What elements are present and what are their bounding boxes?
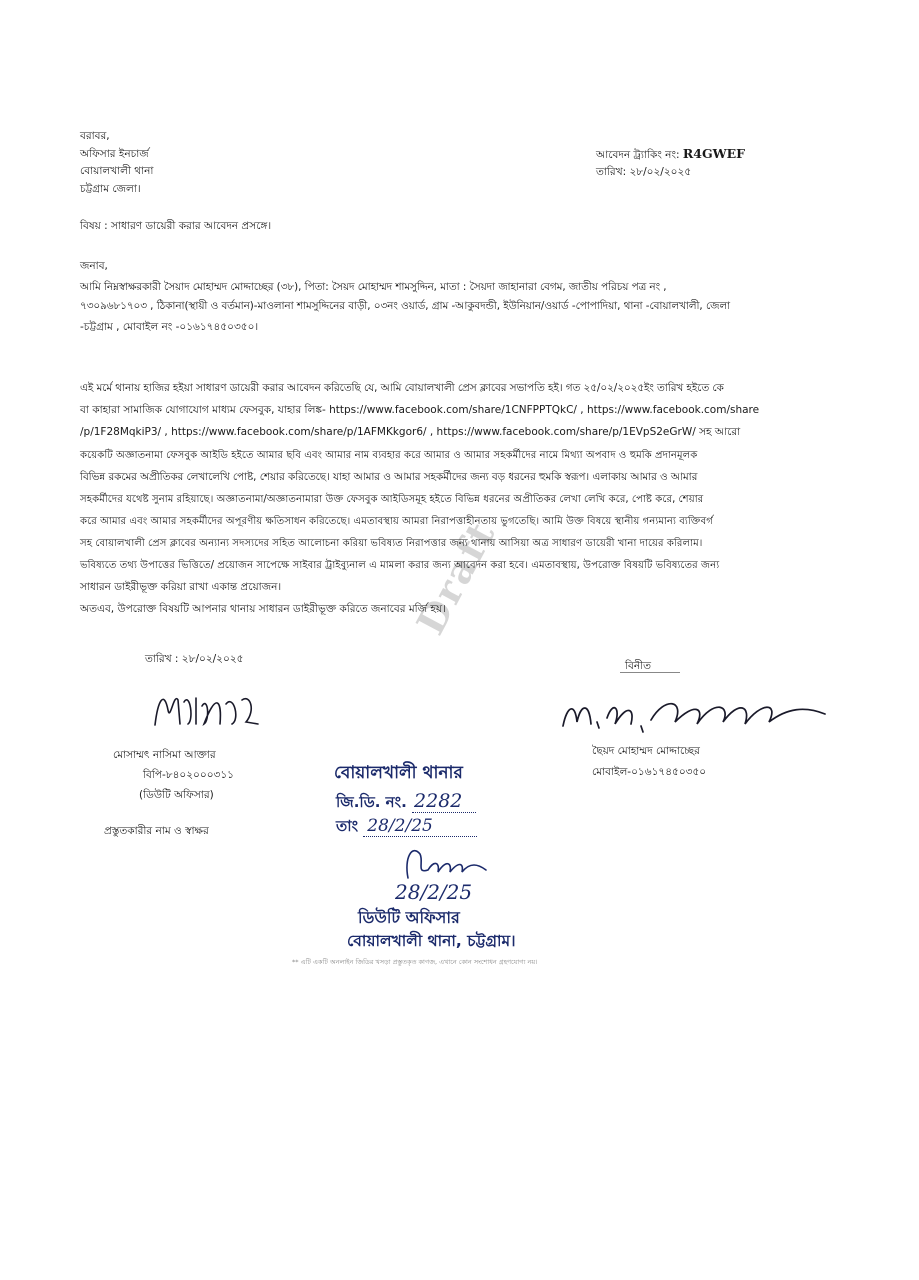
intro-line-3: -চট্টগ্রাম , মোবাইল নং -০১৬১৭৪৫০৩৫০। (80, 321, 259, 333)
divider (620, 672, 680, 673)
applicant-details (592, 741, 706, 783)
stamp-station: বোয়ালখালী থানা, চট্টগ্রাম। (347, 932, 516, 950)
stamp-date-value: 28/2/25 (363, 816, 477, 837)
stamp-date-label: তাং (336, 817, 359, 835)
stamp-gd-label: জি.ডি. নং. (336, 793, 407, 811)
applicant-signature (555, 688, 835, 738)
tracking-date: তারিখ: ২৮/০২/২০২৫ (596, 166, 692, 178)
salutation: জনাব, (80, 260, 108, 272)
body-line-9: ভবিষ্যতে তথ্য উপাত্তের ভিত্তিতে/ প্রয়োজন সাপেক্ষে সাইবার ট্রাইব্যুনাল এ মামলা করার জন্য আবেদন করা হবে। এমতাবস্থায়, উপরোক্ত বিষয়টি ভবিষ্যতের জন্য (80, 560, 720, 571)
intro-line-2: ৭৩০৯৬৮১৭০৩ , ঠিকানা(স্থায়ী ও বর্তমান)-মাওলানা শামসুদ্দিনের বাড়ী, ০৩নং ওয়ার্ড, গ্রাম -আকুবদন্ডী, ইউনিয়ান/ওয়ার্ড -পোপাদিয়া, থানা -বোয়ালখালী, জেলা (80, 300, 731, 312)
recipient-line-4: চট্টগ্রাম জেলা। (80, 182, 141, 195)
footer-note: ** এটি একটি অনলাইন জিডির খসড়া প্রস্তুতকৃত কাগজ, এখানে কোন সংশোধন গ্রহণযোগ্য নয়। (292, 958, 538, 966)
body-line-7: করে আমার এবং আমার সহকর্মীদের অপূরণীয় ক্ষতিসাধন করিতেছে। এমতাবস্থায় আমরা নিরাপত্তাহীনতায় ভুগতেছি। আমি উক্ত বিষয়ে স্থানীয় গন্যমান্য ব্যক্তিবর্গ (80, 516, 713, 527)
officer-bp: বিপি-৮৪০২০০০৩১১ (143, 769, 234, 781)
body-line-2: বা কাহারা সামাজিক যোগাযোগ মাধ্যম ফেসবুক, যাহার লিঙ্ক- https://www.facebook.com/share/1CNFPPTQkC/ , https://www.facebook.com/share (80, 404, 760, 416)
stamp-gd-row (336, 790, 476, 816)
tracking-block (596, 147, 745, 179)
stamp-handwritten-date: 28/2/25 (395, 880, 473, 904)
body-line-6: সহকর্মীদের যথেষ্ট সুনাম রহিয়াছে। অজ্ঞাতনামা/অজ্ঞাতনামারা উক্ত ফেসবুক আইডিসমূহ হইতে বিভিন্ন ধরনের অপ্রীতিকর লেখা লেখি করে, পোষ্ট করে, শেয়ার (80, 494, 704, 505)
body-line-5: বিভিন্ন রকমের অপ্রীতিকর লেখালেখি পোষ্ট, শেয়ার করিতেছে। যাহা আমার ও আমার সহকর্মীদের জন্য বড় ধরনের হুমকি স্বরূপ। এলাকায় আমার ও আমার (80, 471, 698, 483)
tracking-label: আবেদন ট্র্যাকিং নং: (596, 149, 680, 161)
subject-line: বিষয় : সাধারণ ডায়েরী করার আবেদন প্রসঙ্গে। (80, 220, 272, 232)
intro-line-1: আমি নিম্নস্বাক্ষরকারী সৈয়াদ মোহাম্মদ মোদ্দাচ্ছের (৩৮), পিতা: সৈয়দ মোহাম্মদ শামসুদ্দিন, মাতা : সৈয়দা জাহানারা বেগম, জাতীয় পরিচয় পত্র নং , (80, 281, 667, 293)
recipient-line-3: বোয়ালখালী থানা (80, 165, 154, 177)
officer-name: মোসাম্মৎ নাসিমা আক্তার (113, 749, 216, 761)
officer-designation: (ডিউটি অফিসার) (139, 789, 214, 801)
stamp-gd-number: 2282 (412, 790, 476, 813)
body-line-10: সাধারন ডাইরীভূক্ত করিয়া রাখা একান্ত প্রয়োজন। (80, 581, 282, 593)
recipient-line-2: অফিসার ইনচার্জ (80, 147, 149, 160)
body-line-1: এই মর্মে থানায় হাজির হইয়া সাধারণ ডায়েরী করার আবেদন করিতেছি যে, আমি বোয়ালখালী প্রেস ক্লাবের সভাপতি হই। গত ২৫/০২/২০২৫ইং তারিখ হইতে কে (80, 382, 724, 394)
stamp-title: বোয়ালখালী থানার (334, 763, 463, 783)
body-line-3: /p/1F28MqkiP3/ , https://www.facebook.com/share/p/1AFMKkgor6/ , https://www.facebook.com/share/p/1EVpS2eGrW/ সহ আরো (80, 426, 741, 438)
recipient-line-1: বরাবর, (80, 130, 110, 142)
officer-date: তারিখ : ২৮/০২/২০২৫ (145, 653, 244, 665)
body-line-11: অতএব, উপরোক্ত বিষয়টি আপনার থানায় সাধারন ডাইরীভূক্ত করিতে জনাবের মর্জি হয়। (80, 603, 446, 615)
tracking-code: R4GWEF (682, 146, 746, 161)
stamp-signature (398, 840, 493, 885)
applicant-mobile: মোবাইল-০১৬১৭৪৫০৩৫০ (592, 766, 707, 778)
officer-signature (150, 680, 265, 735)
officer-details (113, 745, 234, 805)
stamp-duty-officer: ডিউটি অফিসার (358, 908, 460, 927)
preparer-caption: প্রস্তুতকারীর নাম ও স্বাক্ষর (104, 825, 209, 837)
stamp-date-row (336, 815, 477, 840)
body-line-8: সহ বোয়ালখালী প্রেস ক্লাবের অন্যান্য সদস্যদের সহিত আলোচনা করিয়া ভবিষ্যত নিরাপত্তার জন্য থানায় আসিয়া অত্র সাধারণ ডায়েরী খানা দায়ের করিলাম। (80, 538, 703, 549)
draft-watermark: Draft (407, 513, 505, 642)
body-line-4: কয়েকটি অজ্ঞাতনামা ফেসবুক আইডি হইতে আমার ছবি এবং আমার নাম ব্যবহার করে আমার ও আমার সহকর্মীদের নামে মিথ্যা অপবাদ ও হুমকি প্রদানমূলক (80, 450, 698, 461)
applicant-name: ছৈয়দ মোহাম্মদ মোদ্দাচ্ছের (592, 745, 700, 757)
closing-text: বিনীত (625, 660, 651, 672)
recipient-block (80, 128, 153, 198)
